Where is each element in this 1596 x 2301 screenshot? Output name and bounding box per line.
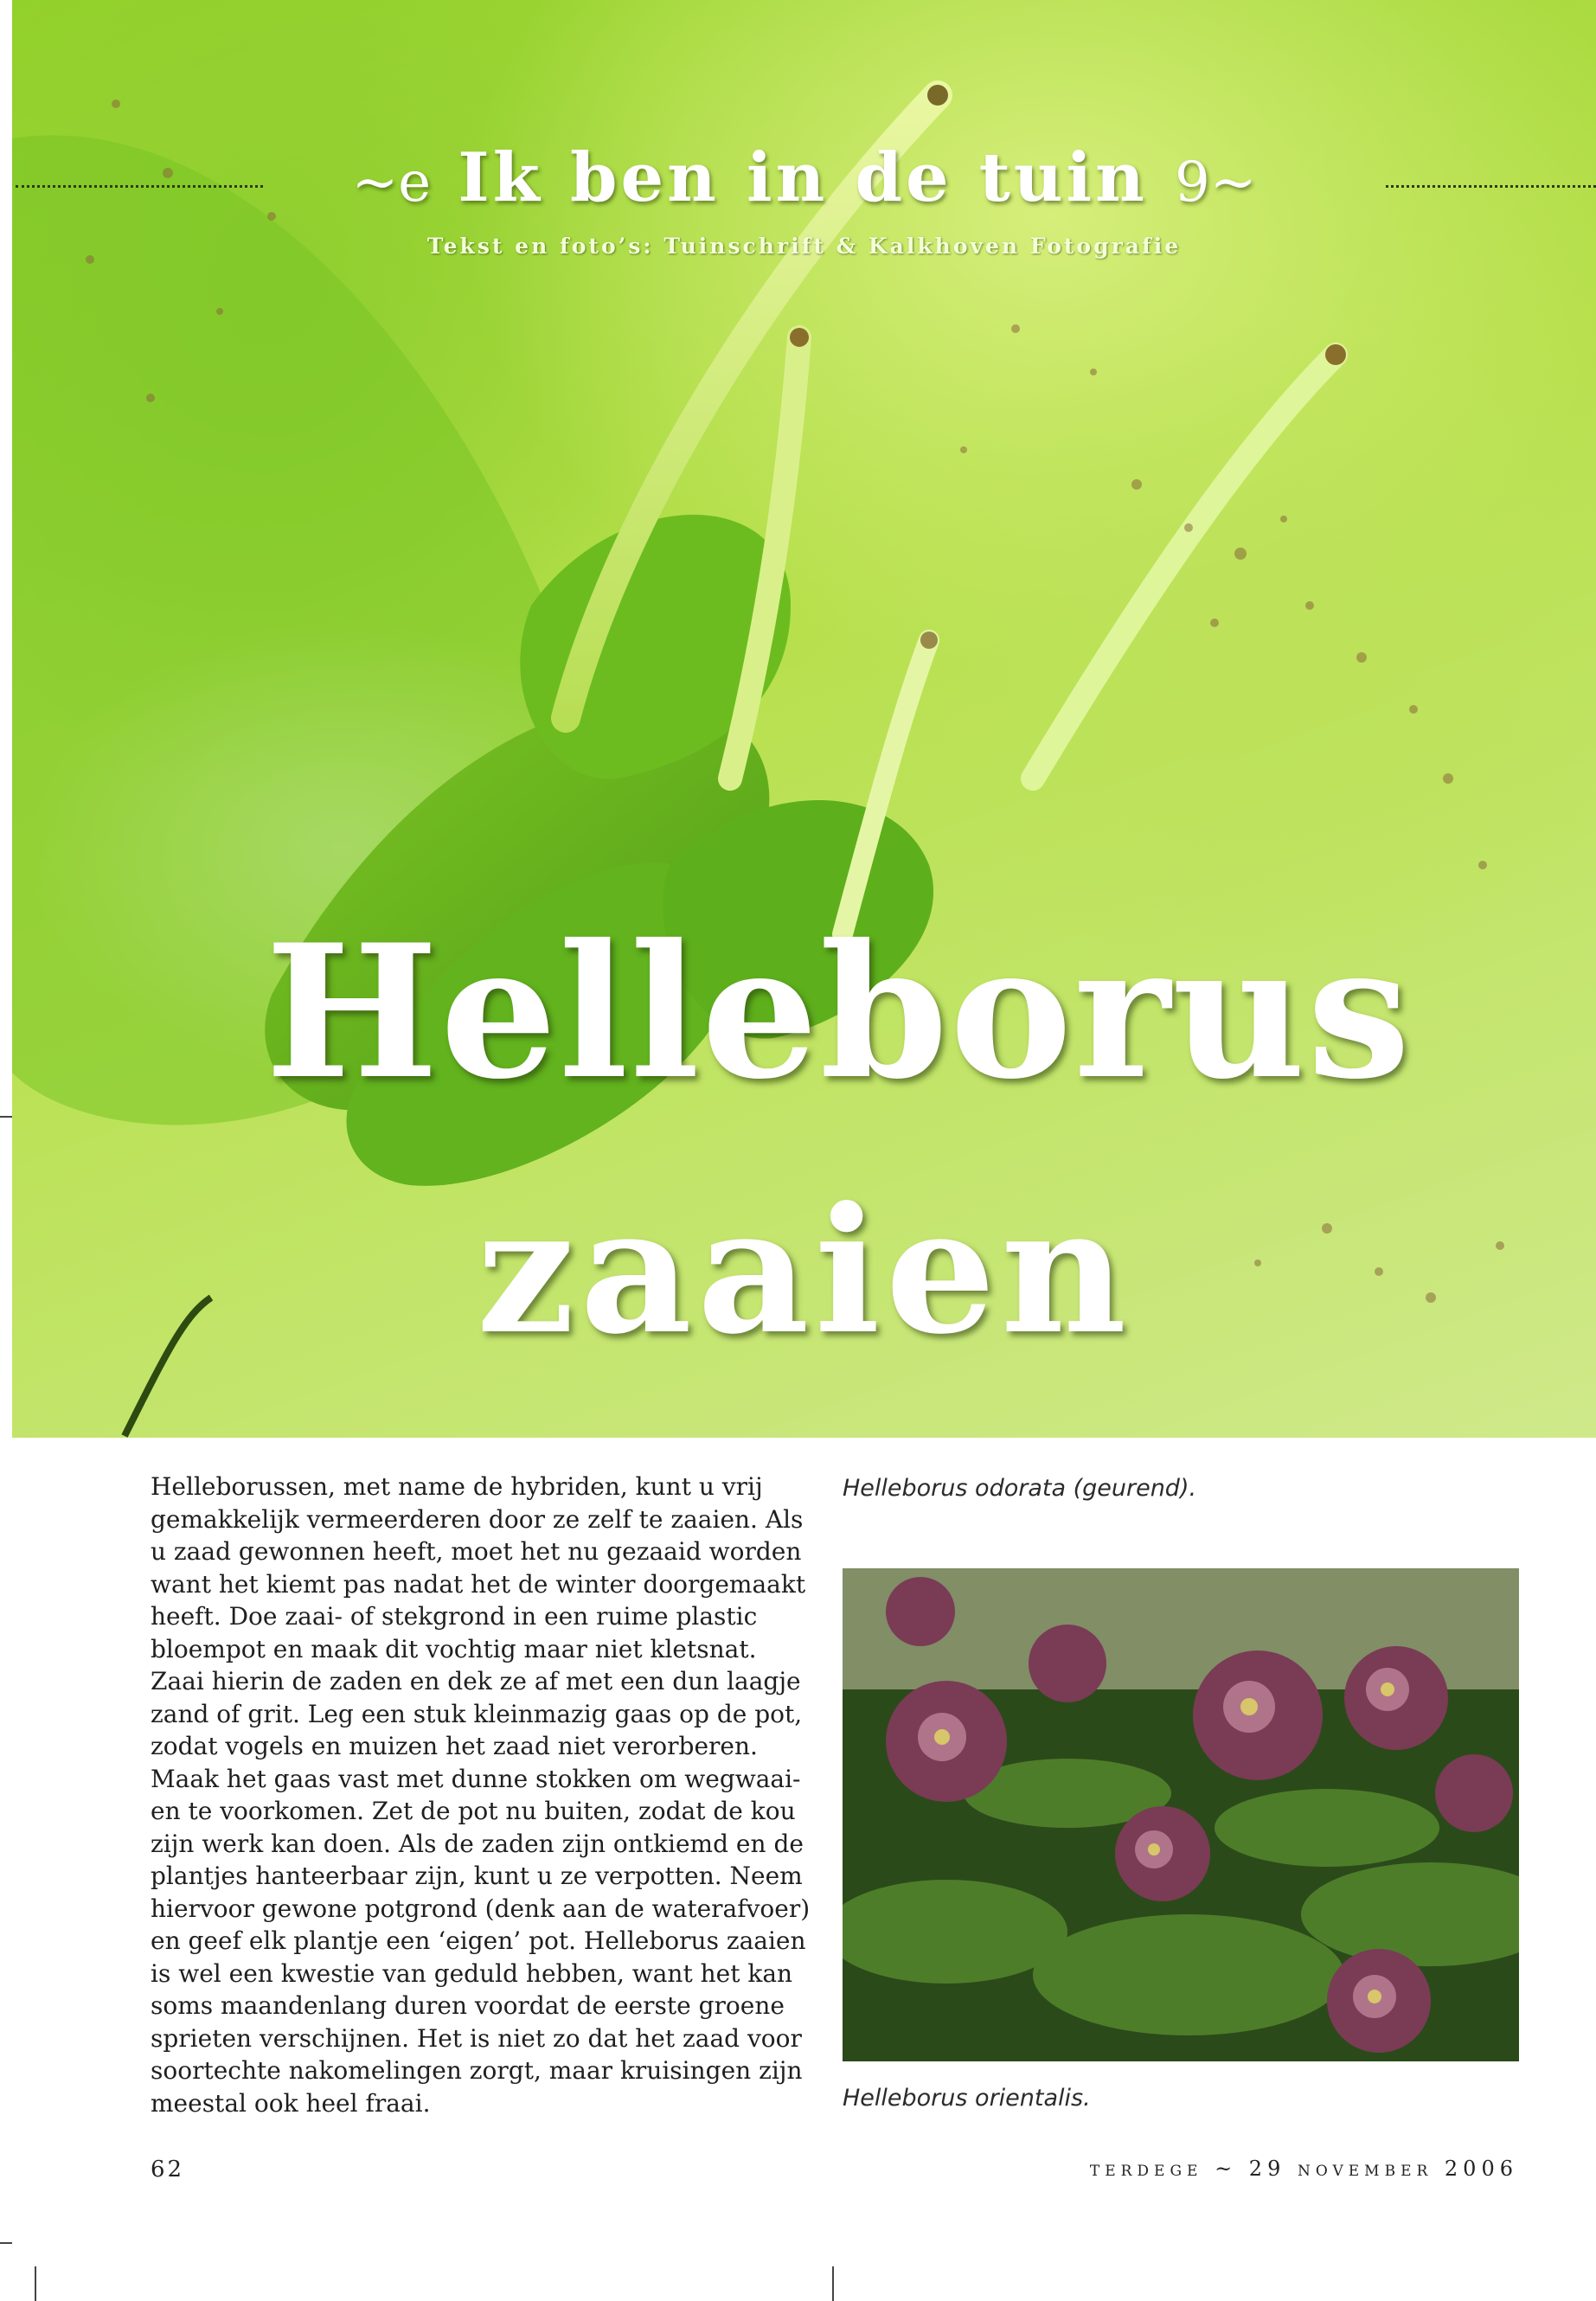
article-line: hiervoor gewone potgrond (denk aan de waterafvoer): [151, 1894, 811, 1923]
caption-orientalis: Helleborus orientalis.: [843, 2085, 1091, 2112]
section-kicker-text: Ik ben in de tuin: [458, 138, 1148, 217]
article-line: Helleborussen, met name de hybriden, kunt u vrij: [151, 1472, 763, 1501]
article-line: en geef elk plantje een ‘eigen’ pot. Helleborus zaaien: [151, 1926, 806, 1955]
section-kicker: [12, 138, 1596, 217]
article-line: heeft. Doe zaai- of stekgrond in een ruime plastic: [151, 1602, 758, 1631]
ornament-right-icon: 9~: [1175, 151, 1257, 215]
article-line: want het kiemt pas nadat het de winter doorgemaakt: [151, 1569, 806, 1599]
crop-mark: [0, 2242, 12, 2244]
article-line: Zaai hierin de zaden en dek ze af met een dun laagje: [151, 1667, 801, 1695]
flower-photo-illustration: [843, 1568, 1519, 2061]
ornament-left-icon: ~e: [351, 151, 432, 215]
article-line: soms maandenlang duren voordat de eerste groene: [151, 1991, 785, 2020]
publication-line: terdege ~ 29 november 2006: [1089, 2157, 1518, 2181]
article-line: meestal ook heel fraai.: [151, 2088, 431, 2118]
headline-line-1: Helleborus: [265, 904, 1413, 1119]
crop-mark: [35, 2266, 36, 2301]
byline: Tekst en foto’s: Tuinschrift & Kalkhoven Fotografie: [426, 234, 1182, 259]
article-line: en te voorkomen. Zet de pot nu buiten, zodat de kou: [151, 1797, 796, 1825]
crop-mark: [832, 2266, 834, 2301]
helleborus-orientalis-photo: [843, 1568, 1519, 2061]
article-body: [151, 1471, 811, 2119]
article-line: u zaad gewonnen heeft, moet het nu gezaaid worden: [151, 1537, 802, 1566]
article-line: zijn werk kan doen. Als de zaden zijn ontkiemd en de: [151, 1829, 804, 1858]
article-line: bloempot en maak dit vochtig maar niet kletsnat.: [151, 1634, 757, 1663]
article-line: sprieten verschijnen. Het is niet zo dat het zaad voor: [151, 2023, 802, 2053]
article-line: soortechte nakomelingen zorgt, maar kruisingen zijn: [151, 2056, 803, 2085]
article-line: Maak het gaas vast met dunne stokken om wegwaai-: [151, 1764, 801, 1793]
page-number: 62: [151, 2157, 185, 2182]
headline-line-2: zaaien: [476, 1170, 1132, 1373]
article-line: zand of grit. Leg een stuk kleinmazig gaas op de pot,: [151, 1699, 803, 1728]
article-line: gemakkelijk vermeerderen door ze zelf te zaaien. Als: [151, 1504, 804, 1534]
article-line: is wel een kwestie van geduld hebben, want het kan: [151, 1958, 793, 1988]
article-line: zodat vogels en muizen het zaad niet verorberen.: [151, 1732, 758, 1760]
article-line: plantjes hanteerbaar zijn, kunt u ze verpotten. Neem: [151, 1862, 803, 1890]
hero-photo: [12, 0, 1596, 1438]
caption-odorata: Helleborus odorata (geurend).: [843, 1475, 1197, 1502]
crop-mark: [0, 1116, 12, 1118]
